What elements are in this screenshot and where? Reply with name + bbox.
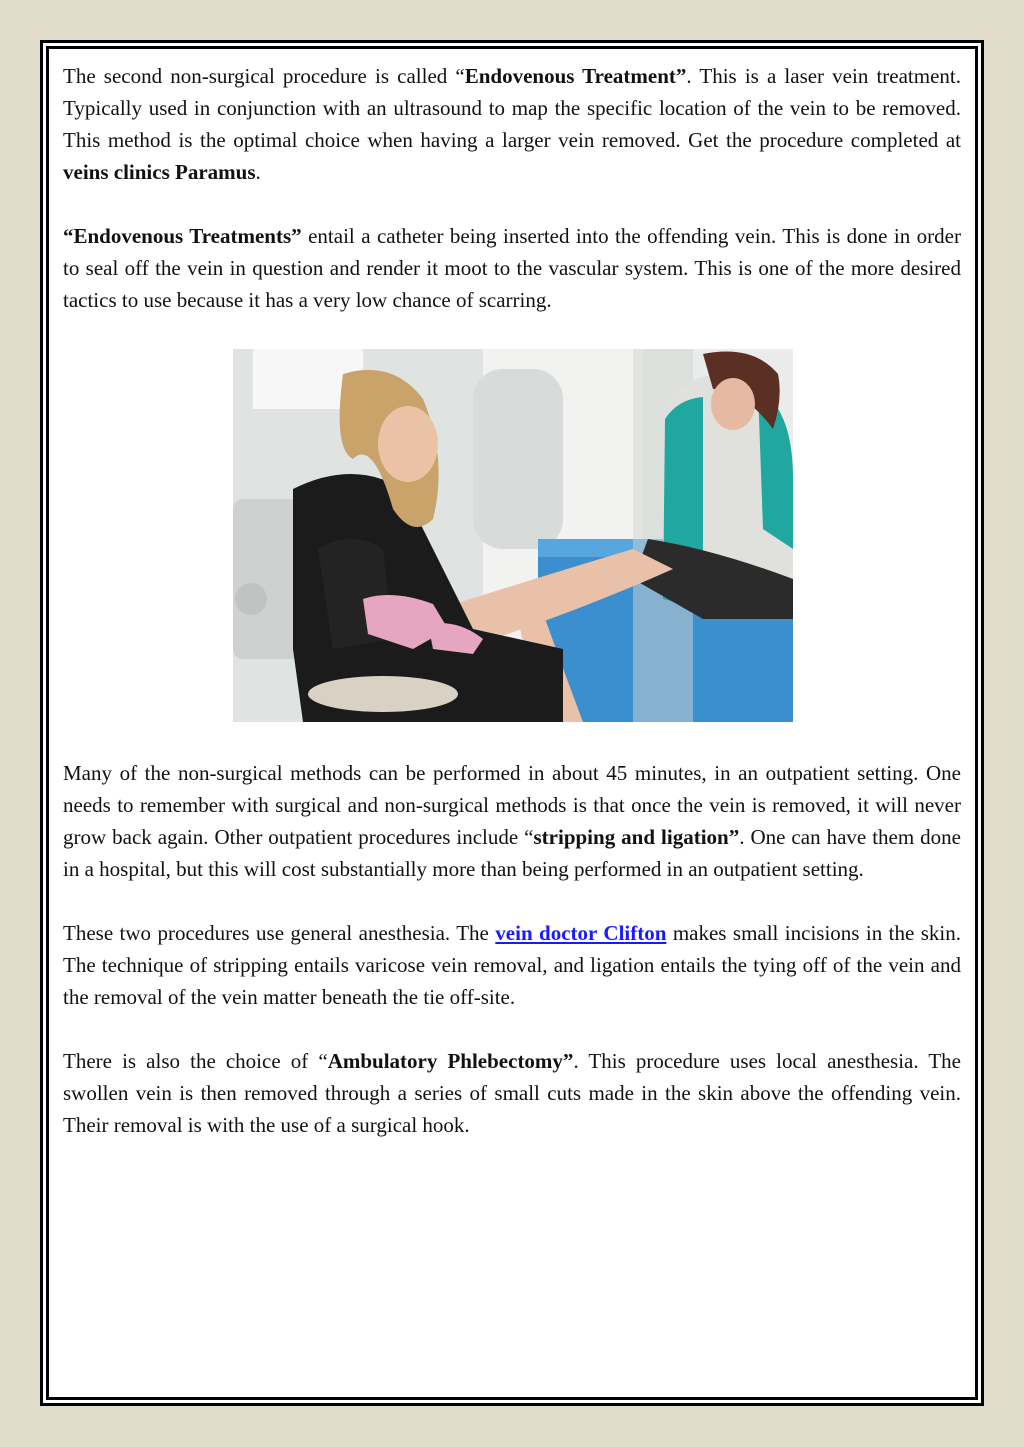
text-run: makes small incisions in the skin. The technique of stripping entails varicose vein removal, and ligation entails the tying off of the vein and the removal of the vein matter beneath the tie off-site.: [63, 921, 961, 1009]
paragraph-outpatient: [63, 757, 961, 885]
text-run: entail a catheter being inserted into the offending vein. This is done in order to seal off the vein in question and render it moot to the vascular system. This is one of the more desired tactics to use because it has a very low chance of scarring.: [63, 224, 961, 312]
bottom-text: [63, 757, 961, 1173]
top-text: [63, 60, 961, 348]
photo-illustration: [233, 349, 793, 722]
paragraph-anesthesia: [63, 917, 961, 1013]
bold-term: Ambulatory Phlebectomy”: [327, 1049, 574, 1073]
text-run: . One can have them done in a hospital, but this will cost substantially more than being performed in an outpatient setting.: [63, 825, 961, 881]
vein-doctor-clifton-link[interactable]: vein doctor Clifton: [495, 921, 667, 945]
paragraph-endovenous-details: [63, 220, 961, 316]
text-run: There is also the choice of “: [63, 1049, 328, 1073]
bold-term: stripping and ligation”: [533, 825, 740, 849]
photo-clinic-vein-exam: [233, 349, 793, 722]
paragraph-phlebectomy: [63, 1045, 961, 1141]
bold-term: Endovenous Treatment”: [464, 64, 687, 88]
text-run: . This procedure uses local anesthesia. The swollen vein is then removed through a series of small cuts made in the skin above the offending vein. Their removal is with the use of a surgical hook.: [63, 1049, 961, 1137]
bold-term: “Endovenous Treatments”: [63, 224, 302, 248]
text-run: These two procedures use general anesthesia. The: [63, 921, 496, 945]
text-run: The second non-surgical procedure is called “: [63, 64, 465, 88]
paragraph-endovenous-intro: [63, 60, 961, 188]
text-run: .: [255, 160, 261, 184]
text-run: Many of the non-surgical methods can be performed in about 45 minutes, in an outpatient setting. One needs to remember with surgical and non-surgical methods is that once the vein is removed, it will never grow back again. Other outpatient procedures include “: [63, 761, 961, 849]
text-run: . This is a laser vein treatment. Typically used in conjunction with an ultrasound to map the specific location of the vein to be removed. This method is the optimal choice when having a larger vein removed. Get the procedure completed at: [63, 64, 961, 152]
bold-term: veins clinics Paramus: [63, 160, 256, 184]
